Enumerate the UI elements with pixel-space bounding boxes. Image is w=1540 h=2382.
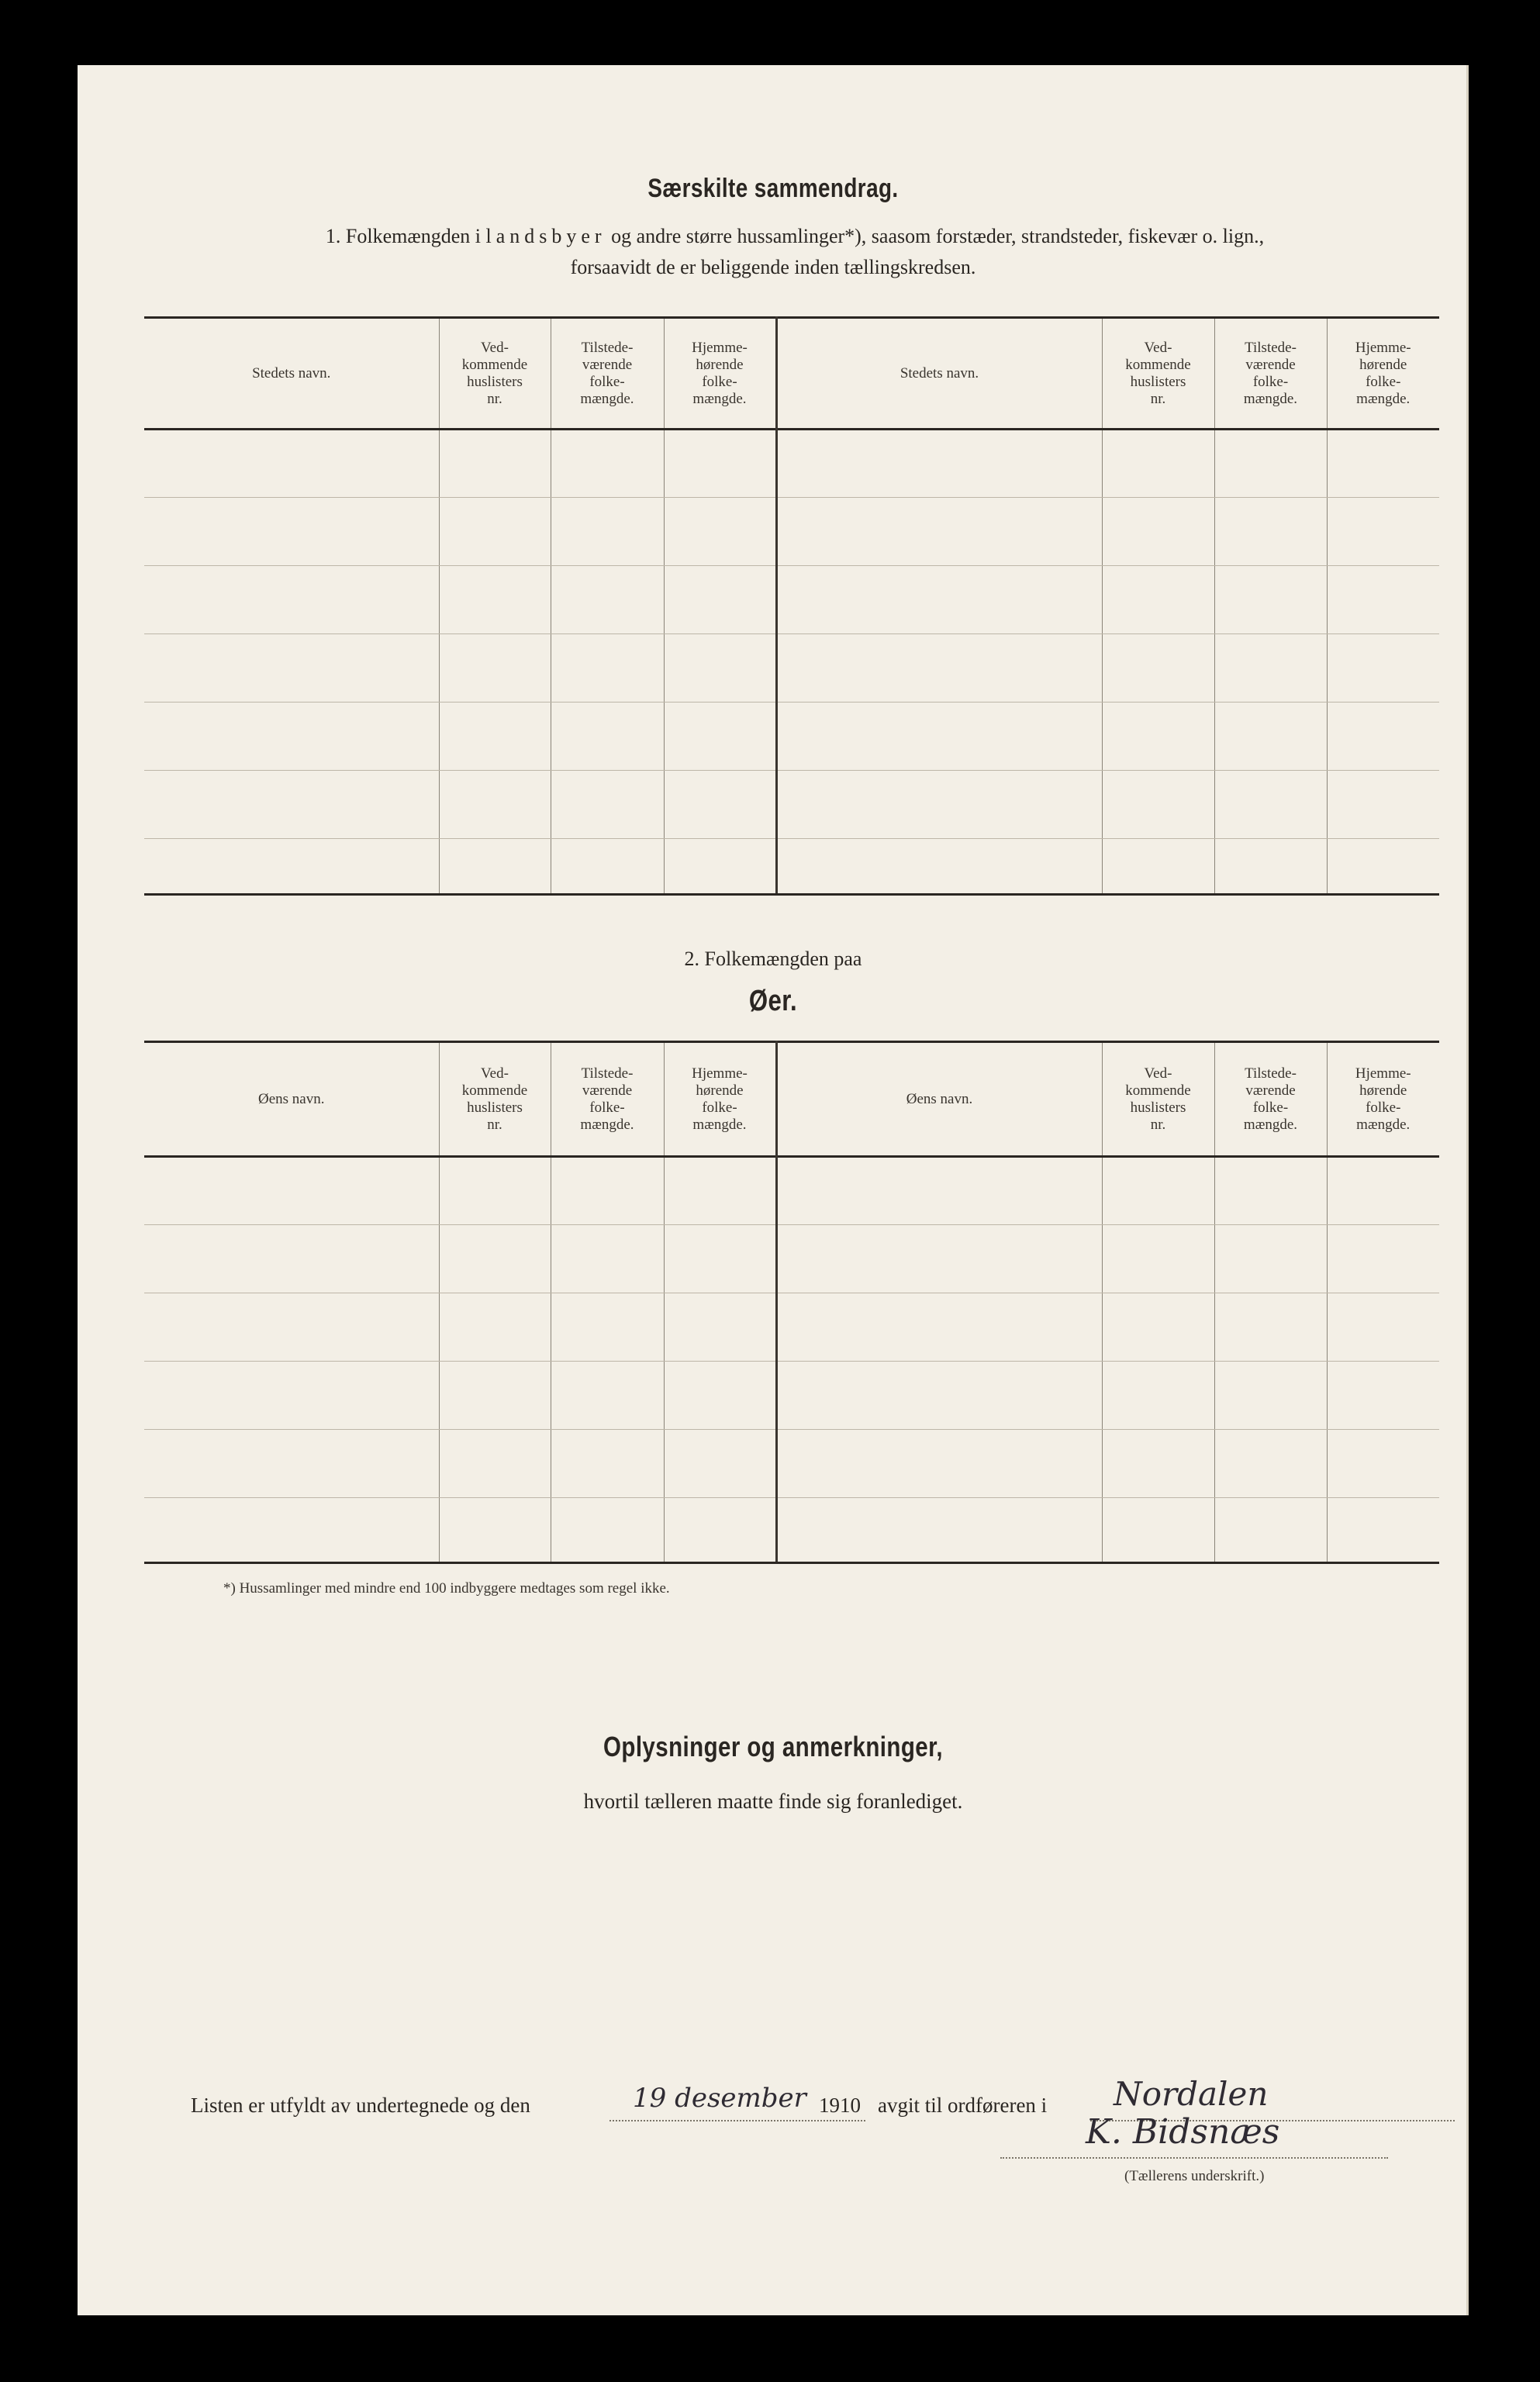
- table-row: [144, 1293, 1439, 1362]
- header-hjemmehorende: Hjemme- hørende folke- mængde.: [664, 318, 776, 430]
- section-1-paragraph: [194, 225, 1396, 248]
- header-hjemmehorende: Hjemme- hørende folke- mængde.: [664, 1042, 776, 1157]
- census-form-page: [78, 65, 1469, 2315]
- date-field-line: [609, 2120, 865, 2121]
- table-row: [144, 1157, 1439, 1225]
- header-hjemmehorende-2: Hjemme- hørende folke- mængde.: [1327, 318, 1439, 430]
- header-tilstedevaerende-2: Tilstede- værende folke- mængde.: [1214, 1042, 1327, 1157]
- header-tilstedevaerende: Tilstede- værende folke- mængde.: [551, 1042, 664, 1157]
- table-row: [144, 430, 1439, 498]
- table-row: [144, 1225, 1439, 1293]
- signature-handwritten: K. Bidsnæs: [1086, 2112, 1280, 2152]
- table-row: [144, 1498, 1439, 1563]
- date-handwritten: 19 desember: [633, 2083, 806, 2114]
- section-2-title: Øer.: [748, 985, 798, 1017]
- signature-caption: (Tællerens underskrift.): [1124, 2168, 1265, 2184]
- header-oens-navn-2: Øens navn.: [776, 1042, 1102, 1157]
- year: 1910: [819, 2094, 861, 2117]
- table-row: [144, 566, 1439, 634]
- table-row: [144, 771, 1439, 839]
- landsbyer-table: [144, 316, 1439, 896]
- signature-field-line: [1000, 2157, 1388, 2159]
- header-tilstedevaerende: Tilstede- værende folke- mængde.: [551, 318, 664, 430]
- signature-middle: avgit til ordføreren i: [878, 2094, 1048, 2117]
- oer-table: [144, 1041, 1439, 1564]
- section-1-paragraph-line2: forsaavidt de er beliggende inden tællingskredsen.: [570, 256, 976, 278]
- section-1-title: Særskilte sammendrag.: [647, 174, 899, 203]
- table-row: [144, 1430, 1439, 1498]
- header-stedets-navn-2: Stedets navn.: [776, 318, 1102, 430]
- place-handwritten: Nordalen: [1114, 2075, 1269, 2113]
- table-row: [144, 703, 1439, 771]
- header-huslisters-nr-2: Ved- kommende huslisters nr.: [1102, 318, 1214, 430]
- section-1-text-b: og andre større hussamlinger*), saasom forstæder, strandsteder, fiskevær o. lign.,: [611, 225, 1265, 247]
- table-row: [144, 634, 1439, 703]
- header-stedets-navn: Stedets navn.: [252, 364, 331, 381]
- header-huslisters-nr: Ved- kommende huslisters nr.: [439, 318, 551, 430]
- signature-prefix: Listen er utfyldt av undertegnede og den: [191, 2094, 530, 2117]
- signature-line: [191, 2075, 1493, 2142]
- header-tilstedevaerende-2: Tilstede- værende folke- mængde.: [1214, 318, 1327, 430]
- table-row: [144, 839, 1439, 895]
- remarks-title: Oplysninger og anmerkninger,: [603, 1731, 943, 1762]
- table-row: [144, 1362, 1439, 1430]
- section-1-text-a: Folkemængden i: [345, 225, 481, 247]
- section-2-heading: 2. Folkemængden paa: [684, 948, 862, 970]
- footnote: *) Hussamlinger med mindre end 100 indbyggere medtages som regel ikke.: [223, 1580, 670, 1597]
- header-huslisters-nr: Ved- kommende huslisters nr.: [439, 1042, 551, 1157]
- section-1-number: 1.: [325, 225, 341, 247]
- remarks-subtitle: hvortil tælleren maatte finde sig foranlediget.: [583, 1790, 963, 1813]
- header-oens-navn: Øens navn.: [258, 1090, 325, 1107]
- section-1-text-spaced: landsbyer: [485, 225, 606, 247]
- header-huslisters-nr-2: Ved- kommende huslisters nr.: [1102, 1042, 1214, 1157]
- table-row: [144, 498, 1439, 566]
- header-hjemmehorende-2: Hjemme- hørende folke- mængde.: [1327, 1042, 1439, 1157]
